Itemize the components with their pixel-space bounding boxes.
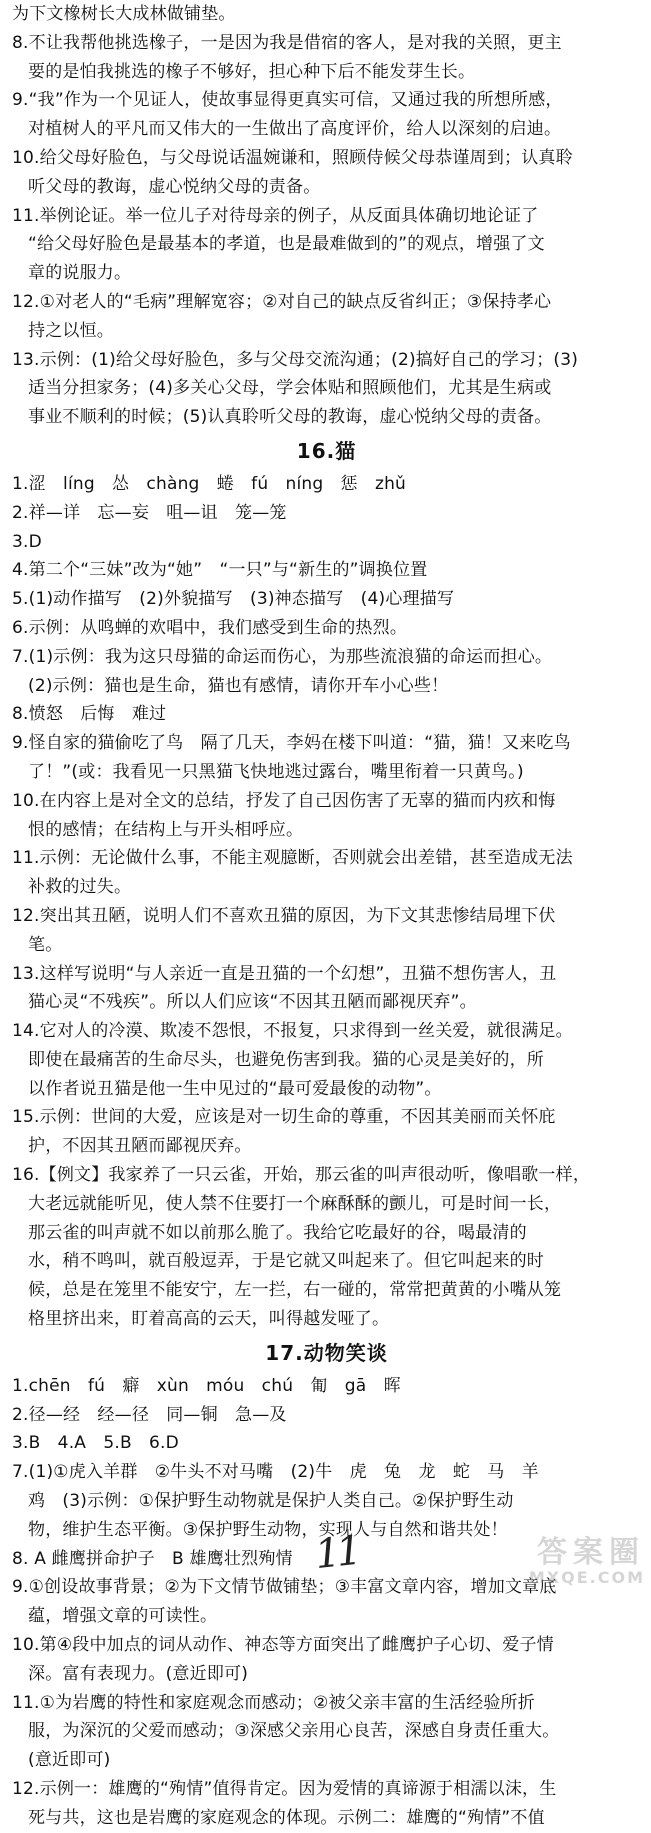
text-line: 12.示例一：雄鹰的“殉情”值得肯定。因为爱情的真谛源于相濡以沫，生: [12, 1779, 557, 1800]
text-line: 13.示例：(1)给父母好脸色，多与父母交流沟通；(2)搞好自己的学习；(3): [12, 349, 579, 370]
text-line: 2.径—经 经—径 同—铜 急—及: [12, 1404, 287, 1425]
text-line: 11.示例：无论做什么事，不能主观臆断，否则就会出差错，甚至造成无法: [12, 848, 573, 869]
text-line: 9.“我”作为一个见证人，使故事显得更真实可信，又通过我的所想所感，: [12, 90, 563, 111]
watermark-url: MXQE.COM: [528, 1568, 645, 1587]
text-line: 12.①对老人的“毛病”理解宽容；②对自己的缺点反省纠正；③保持孝心: [12, 291, 552, 312]
text-line: 死与共，这也是岩鹰的家庭观念的体现。示例二：雄鹰的“殉情”不值: [28, 1807, 545, 1828]
text-line: 1.chēn fú 癖 xùn móu chú 匍 gā 晖: [12, 1375, 401, 1396]
text-line: 笔。: [28, 934, 63, 955]
text-line: 12.突出其丑陋，说明人们不喜欢丑猫的原因，为下文其悲惨结局埋下伏: [12, 905, 556, 926]
text-line: 1.涩 líng 怂 chàng 蜷 fú níng 惩 zhǔ: [12, 473, 407, 494]
text-line: 3.B 4.A 5.B 6.D: [12, 1433, 179, 1454]
text-line: 候，总是在笼里不能安宁，左一拦，右一碰的，常常把黄黄的小嘴从笼: [28, 1280, 562, 1301]
text-line: 3.D: [12, 531, 42, 552]
text-line: 那云雀的叫声就不如以前那么脆了。我给它吃最好的谷，喝最清的: [28, 1222, 527, 1243]
text-line: 9.①创设故事背景；②为下文情节做铺垫；③丰富文章内容，增加文章底: [12, 1577, 557, 1598]
text-line: 了！”(或：我看见一只黑猫飞快地逃过露台，嘴里衔着一只黄鸟。): [28, 761, 524, 782]
section-title-animal: 17.动物笑谈: [265, 1340, 388, 1365]
text-line: 9.怪自家的猫偷吃了鸟 隔了几天，李妈在楼下叫道：“猫，猫！又来吃鸟: [12, 733, 571, 754]
watermark-logo: [495, 1535, 645, 1594]
text-line: 2.祥—详 忘—妄 咀—诅 笼—笼: [12, 502, 287, 523]
text-line: 8.不让我帮他挑选橡子，一是因为我是借宿的客人，是对我的关照，更主: [12, 32, 562, 53]
text-line: 7.(1)示例：我为这只母猫的命运而伤心，为那些流浪猫的命运而担心。: [12, 646, 553, 667]
text-line: 适当分担家务；(4)多关心父母，学会体贴和照顾他们，尤其是生病或: [28, 378, 552, 399]
text-line: “给父母好脸色是最基本的孝道，也是最难做到的”的观点，增强了文: [28, 234, 545, 255]
text-line: 7.(1)①虎入羊群 ②牛头不对马嘴 (2)牛 虎 兔 龙 蛇 马 羊: [12, 1462, 539, 1483]
text-line: 服，为深沉的父爱而感动；③深感父亲用心良苦，深感自身责任重大。: [28, 1721, 560, 1742]
text-line: 15.示例：世间的大爱，应该是对一切生命的尊重，不因其美丽而关怀庇: [12, 1107, 556, 1128]
text-line: 16.【例文】我家养了一只云雀，开始，那云雀的叫声很动听，像唱歌一样，: [12, 1165, 591, 1186]
text-line: 10.给父母好脸色，与父母说话温婉谦和，照顾侍候父母恭谨周到；认真聆: [12, 147, 573, 168]
text-line: 恨的感情；在结构上与开头相呼应。: [28, 819, 304, 840]
page-number: 11: [312, 1527, 361, 1579]
text-line: 护，不因其丑陋而鄙视厌弃。: [28, 1136, 252, 1157]
text-line: 11.①为岩鹰的特性和家庭观念而感动；②被父亲丰富的生活经验所折: [12, 1692, 535, 1713]
text-line: 对植树人的平凡而又伟大的一生做出了高度评价，给人以深刻的启迪。: [28, 119, 562, 140]
text-line: 物，维护生态平衡。③保护野生动物，实现人与自然和谐共处！: [28, 1519, 508, 1540]
text-line: 事业不顺利的时候；(5)认真聆听父母的教诲，虚心悦纳父母的责备。: [28, 407, 552, 428]
text-line: 以作者说丑猫是他一生中见过的“最可爱最俊的动物”。: [28, 1078, 442, 1099]
text-line: 4.第二个“三妹”改为“她” “一只”与“新生的”调换位置: [12, 560, 428, 581]
text-line: 13.这样写说明“与人亲近一直是丑猫的一个幻想”，丑猫不想伤害人，丑: [12, 963, 557, 984]
text-line: (意近即可): [28, 1750, 111, 1771]
text-line: 听父母的教诲，虚心悦纳父母的责备。: [28, 176, 321, 197]
text-line: 猫心灵“不残疾”。所以人们应该“不因其丑陋而鄙视厌弃”。: [28, 992, 477, 1013]
text-line: 6.示例：从鸣蝉的欢唱中，我们感受到生命的热烈。: [12, 617, 408, 638]
text-line: 要的是怕我挑选的橡子不够好，担心种下后不能发芽生长。: [28, 61, 476, 82]
text-line: 5.(1)动作描写 (2)外貌描写 (3)神态描写 (4)心理描写: [12, 589, 455, 610]
text-line: 格里挤出来，盯着高高的云天，叫得越发哑了。: [28, 1309, 390, 1330]
text-line: 10.第④段中加点的词从动作、神态等方面突出了雌鹰护子心切、爱子情: [12, 1635, 554, 1656]
text-line: 为下文橡树长大成林做铺垫。: [12, 4, 236, 24]
text-line: 8. A 雌鹰拼命护子 B 雄鹰壮烈殉情: [12, 1548, 293, 1569]
text-line: 深。富有表现力。(意近即可): [28, 1663, 249, 1684]
text-line: 即使在最痛苦的生命尽头，也避免伤害到我。猫的心灵是美好的，所: [28, 1049, 544, 1070]
text-line: 14.它对人的冷漠、欺凌不怨恨，不报复，只求得到一丝关爱，就很满足。: [12, 1021, 573, 1042]
text-line: 水，稍不鸣叫，就百般逗弄，于是它就又叫起来了。但它叫起来的时: [28, 1251, 544, 1272]
section-title-cat: 16.猫: [296, 438, 357, 463]
text-line: 章的说服力。: [28, 263, 132, 284]
text-line: (2)示例：猫也是生命，猫也有感情，请你开车小心些！: [28, 675, 449, 696]
text-line: 补救的过失。: [28, 877, 132, 898]
watermark-text: 答案圈: [537, 1535, 645, 1570]
text-line: 10.在内容上是对全文的总结，抒发了自己因伤害了无辜的猫而内疚和悔: [12, 790, 556, 811]
text-line: 持之以恒。: [28, 320, 114, 341]
text-line: 蕴，增强文章的可读性。: [28, 1606, 218, 1627]
text-line: 鸡 (3)示例：①保护野生动物就是保护人类自己。②保护野生动: [28, 1491, 514, 1512]
text-line: 11.举例论证。举一位儿子对待母亲的例子，从反面具体确切地论证了: [12, 205, 539, 226]
text-line: 大老远就能听见，使人禁不住要打一个麻酥酥的颤儿，可是时间一长，: [28, 1193, 562, 1214]
text-line: 8.愤怒 后悔 难过: [12, 704, 167, 725]
